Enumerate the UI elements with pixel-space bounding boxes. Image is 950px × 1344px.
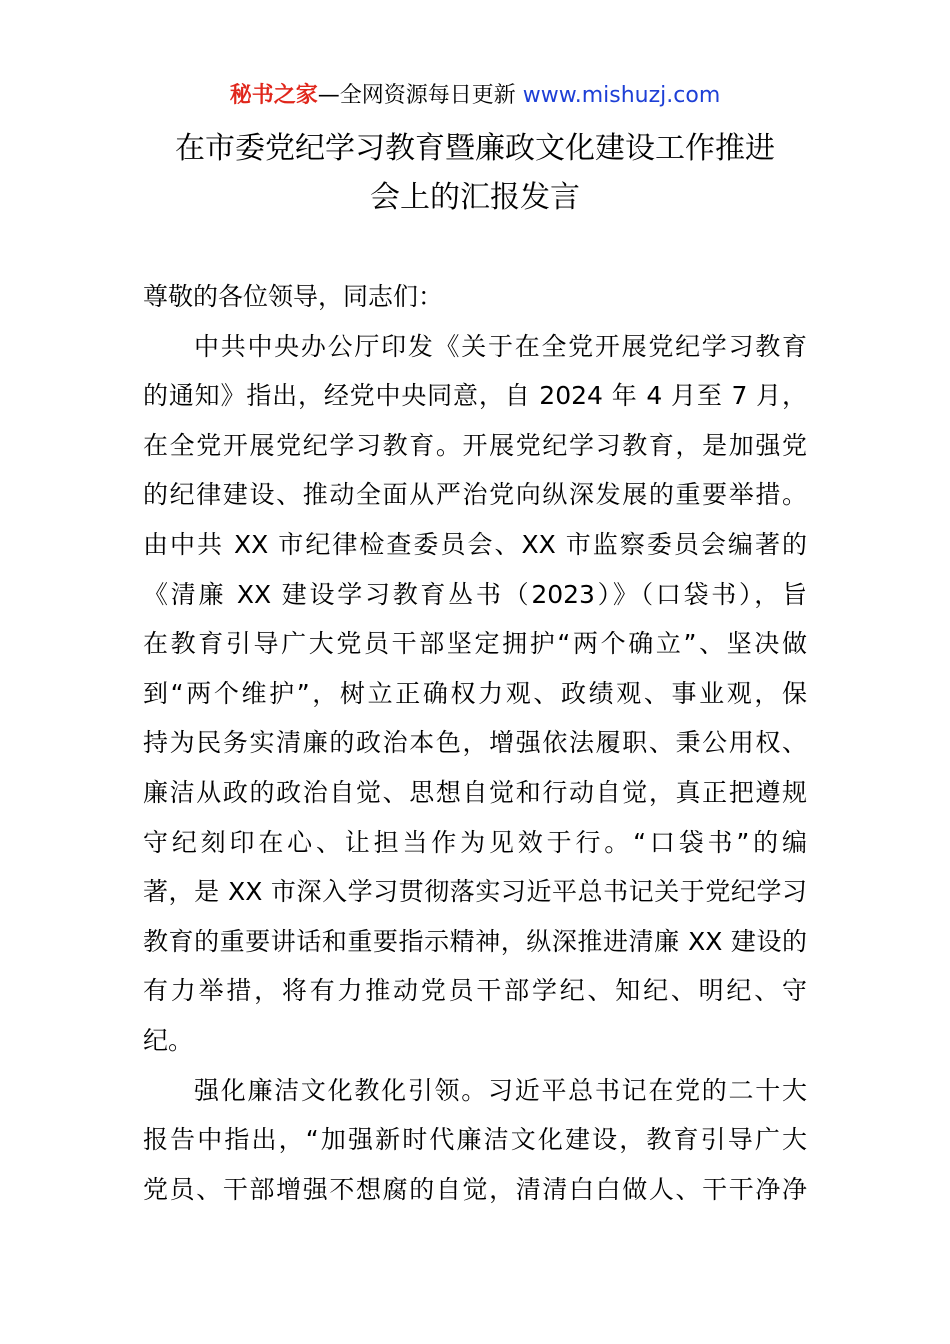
body-line: 有力举措，将有力推动党员干部学纪、知纪、明纪、守 [143,976,807,1006]
body-line: 教育的重要讲话和重要指示精神，纵深推进清廉 XX 建设的 [143,926,807,956]
body-line: 《清廉 XX 建设学习教育丛书（2023）》（口袋书），旨 [143,579,807,609]
salutation: 尊敬的各位领导，同志们： [143,282,444,311]
body-line: 纪。 [143,1025,194,1055]
body-line: 到“两个维护”，树立正确权力观、政绩观、事业观，保 [143,678,807,708]
site-header [0,80,950,112]
document-body [143,272,807,1214]
body-line: 著，是 XX 市深入学习贯彻落实习近平总书记关于党纪学习 [143,877,807,907]
title-line-2: 会上的汇报发言 [370,180,580,215]
site-brand: 秘书之家 [229,83,318,108]
body-line: 党员、干部增强不想腐的自觉，清清白白做人、干干净净 [143,1174,807,1204]
body-line: 在教育引导广大党员干部坚定拥护“两个确立”、坚决做 [143,629,807,659]
title-line-1: 在市委党纪学习教育暨廉政文化建设工作推进 [175,131,775,166]
body-line: 强化廉洁文化教化引领。习近平总书记在党的二十大 [194,1075,807,1105]
body-line: 守纪刻印在心、让担当作为见效于行。“口袋书”的编 [143,827,807,857]
body-line: 持为民务实清廉的政治本色，增强依法履职、秉公用权、 [143,728,807,758]
site-url-link[interactable]: www.mishuzj.com [522,83,721,108]
site-tagline: —全网资源每日更新 [317,83,523,108]
body-line: 的纪律建设、推动全面从严治党向纵深发展的重要举措。 [143,480,807,510]
body-line: 在全党开展党纪学习教育。开展党纪学习教育，是加强党 [143,430,807,460]
body-line: 廉洁从政的政治自觉、思想自觉和行动自觉，真正把遵规 [143,777,807,807]
document-title [120,124,830,222]
body-line: 报告中指出，“加强新时代廉洁文化建设，教育引导广大 [143,1125,807,1155]
body-line: 的通知》指出，经党中央同意，自 2024 年 4 月至 7 月， [143,381,807,411]
body-line: 由中共 XX 市纪律检查委员会、XX 市监察委员会编著的 [143,529,807,559]
body-line: 中共中央办公厅印发《关于在全党开展党纪学习教育 [194,331,807,361]
